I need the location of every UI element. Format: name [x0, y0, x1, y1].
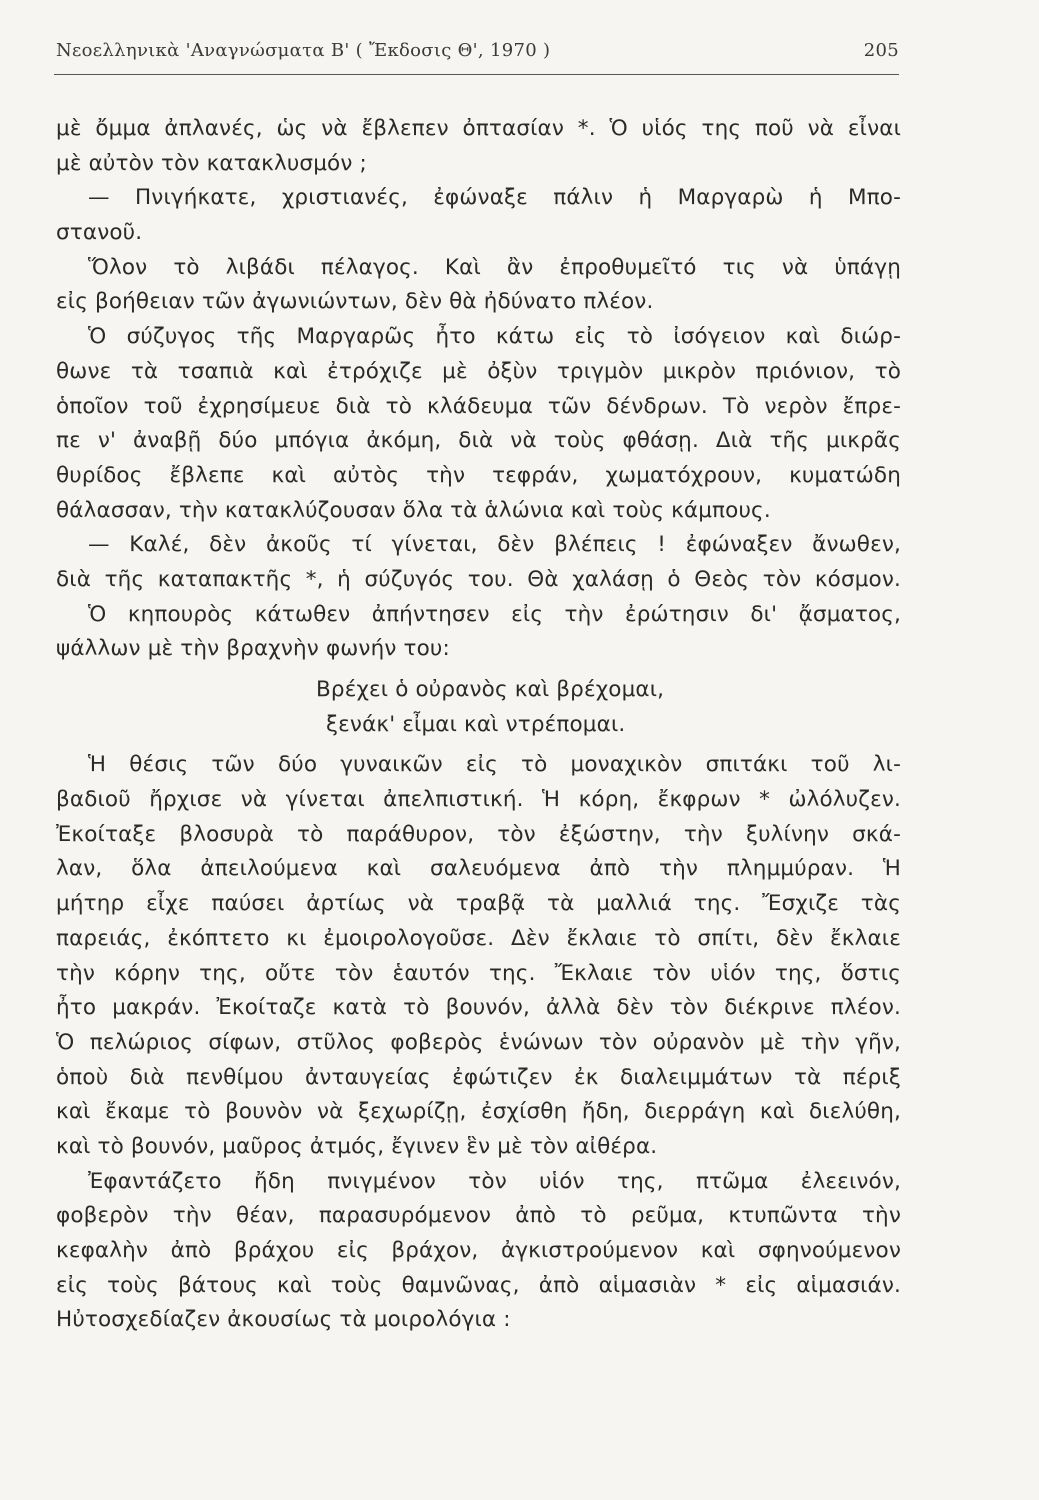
text-line: καὶ τὸ βουνόν, μαῦρος ἀτμός, ἔγινεν ἓν μὲ τὸν αἰθέρα. [56, 1133, 658, 1159]
text-line: φοβερὸν τὴν θέαν, παρασυρόμενον ἀπὸ τὸ ρεῦμα, κτυπῶντα τὴν [56, 1203, 901, 1229]
text-line: Ὁ κηπουρὸς κάτωθεν ἀπήντησεν εἰς τὴν ἐρώτησιν δι' ᾄσματος, [88, 601, 901, 627]
running-header [56, 40, 899, 70]
text-line: Ἐφαντάζετο ἤδη πνιγμένον τὸν υἱόν της, πτῶμα ἐλεεινόν, [88, 1168, 901, 1194]
text-line: ὁποὺ διὰ πενθίμου ἀνταυγείας ἐφώτιζεν ἐκ διαλειμμάτων τὰ πέριξ [56, 1064, 901, 1090]
text-line: Ὁ σύζυγος τῆς Μαργαρῶς ἦτο κάτω εἰς τὸ ἰσόγειον καὶ διώρ- [88, 324, 901, 350]
body-text [56, 112, 901, 1338]
text-line: διὰ τῆς καταπακτῆς *, ἡ σύζυγός του. Θὰ χαλάσῃ ὁ Θεὸς τὸν κόσμον. [56, 566, 901, 592]
text-line: πε ν' ἀναβῇ δύο μπόγια ἀκόμη, διὰ νὰ τοὺς φθάσῃ. Διὰ τῆς μικρᾶς [56, 428, 901, 454]
text-line: στανοῦ. [56, 220, 143, 246]
text-line: εἰς βοήθειαν τῶν ἀγωνιώντων, δὲν θὰ ἠδύνατο πλέον. [56, 289, 654, 315]
text-line: μὲ αὐτὸν τὸν κατακλυσμόν ; [56, 150, 367, 176]
text-line: Ἡ θέσις τῶν δύο γυναικῶν εἰς τὸ μοναχικὸν σπιτάκι τοῦ λι- [88, 752, 901, 778]
text-line: τὴν κόρην της, οὔτε τὸν ἑαυτόν της. Ἔκλαιε τὸν υἱόν της, ὅστις [56, 960, 901, 986]
text-line: Ηὐτοσχεδίαζεν ἀκουσίως τὰ μοιρολόγια : [56, 1307, 511, 1333]
text-line: ψάλλων μὲ τὴν βραχνὴν φωνήν του: [56, 636, 450, 662]
text-line: μὲ ὄμμα ἀπλανές, ὡς νὰ ἔβλεπεν ὀπτασίαν *. Ὁ υἱός της ποῦ νὰ εἶναι [56, 116, 901, 141]
header-rule [54, 74, 899, 75]
text-line: — Πνιγήκατε, χριστιανές, ἐφώναξε πάλιν ἡ Μαργαρὼ ἡ Μπο- [88, 185, 901, 211]
text-line: λαν, ὅλα ἀπειλούμενα καὶ σαλευόμενα ἀπὸ τὴν πλημμύραν. Ἡ [56, 856, 901, 882]
text-line: κεφαλὴν ἀπὸ βράχου εἰς βράχον, ἀγκιστρούμενον καὶ σφηνούμενον [56, 1238, 901, 1263]
text-line: — Καλέ, δὲν ἀκοῦς τί γίνεται, δὲν βλέπεις ! ἐφώναξεν ἄνωθεν, [88, 532, 901, 558]
text-line: θωνε τὰ τσαπιὰ καὶ ἐτρόχιζε μὲ ὀξὺν τριγμὸν μικρὸν πριόνιον, τὸ [56, 358, 901, 384]
text-line: ὁποῖον τοῦ ἐχρησίμευε διὰ τὸ κλάδευμα τῶν δένδρων. Τὸ νερὸν ἔπρε- [56, 393, 901, 419]
text-line: εἰς τοὺς βάτους καὶ τοὺς θαμνῶνας, ἀπὸ αἱμασιὰν * εἰς αἱμασιάν. [56, 1272, 901, 1298]
text-line: βαδιοῦ ἤρχισε νὰ γίνεται ἀπελπιστική. Ἡ κόρη, ἔκφρων * ὠλόλυζεν. [56, 787, 901, 813]
text-line: Ἐκοίταξε βλοσυρὰ τὸ παράθυρον, τὸν ἐξώστην, τὴν ξυλίνην σκά- [56, 821, 901, 847]
text-line: παρειάς, ἐκόπτετο κι ἐμοιρολογοῦσε. Δὲν ἔκλαιε τὸ σπίτι, δὲν ἔκλαιε [56, 925, 901, 951]
running-title: Νεοελληνικὰ 'Αναγνώσματα Β' ( Ἔκδοσις Θ', 1970 ) [56, 40, 551, 61]
verse-line: Βρέχει ὁ οὐρανὸς καὶ βρέχομαι, [316, 677, 665, 702]
text-line: μήτηρ εἶχε παύσει ἀρτίως νὰ τραβᾷ τὰ μαλλιά της. Ἔσχιζε τὰς [56, 891, 901, 917]
text-line: θάλασσαν, τὴν κατακλύζουσαν ὅλα τὰ ἁλώνια καὶ τοὺς κάμπους. [56, 497, 771, 523]
text-line: Ὅλον τὸ λιβάδι πέλαγος. Καὶ ἂν ἐπροθυμεῖτό τις νὰ ὑπάγῃ [88, 254, 901, 280]
text-line: καὶ ἔκαμε τὸ βουνὸν νὰ ξεχωρίζῃ, ἐσχίσθη ἤδη, διερράγη καὶ διελύθη, [56, 1099, 901, 1125]
text-line: θυρίδος ἔβλεπε καὶ αὐτὸς τὴν τεφράν, χωματόχρουν, κυματώδη [56, 462, 901, 488]
text-line: Ὁ πελώριος σίφων, στῦλος φοβερὸς ἑνώνων τὸν οὐρανὸν μὲ τὴν γῆν, [56, 1029, 901, 1055]
verse-line: ξενάκ' εἶμαι καὶ ντρέπομαι. [326, 711, 626, 737]
page-number: 205 [863, 40, 899, 61]
text-line: ἦτο μακράν. Ἐκοίταζε κατὰ τὸ βουνόν, ἀλλὰ δὲν τὸν διέκρινε πλέον. [56, 995, 901, 1021]
